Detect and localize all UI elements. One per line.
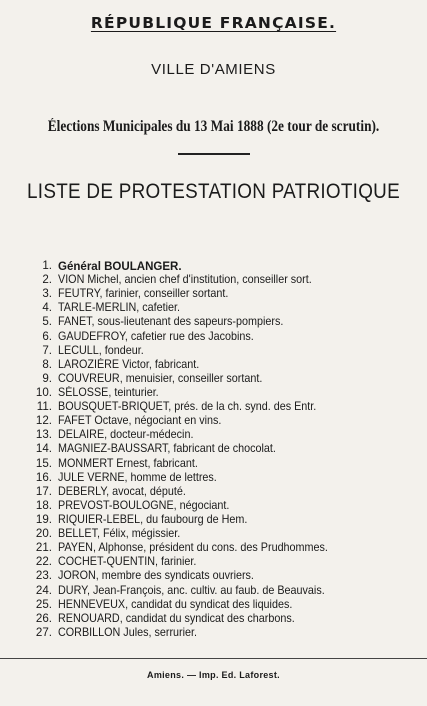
list-item [30,414,420,428]
list-item-number: 6. [42,329,52,343]
list-item [30,358,420,372]
list-item-text: FANET, sous-lieutenant des sapeurs-pompiers. [58,315,284,329]
list-item-number: 24. [35,583,52,597]
list-item-number: 7. [42,343,52,357]
list-item [30,301,420,315]
list-item-text: RIQUIER-LEBEL, du faubourg de Hem. [58,512,248,526]
list-item [30,513,420,527]
list-item-number: 4. [42,301,52,315]
list-item [30,485,420,499]
list-item [30,527,420,541]
list-item-number: 15. [35,456,52,470]
list-item [30,457,420,471]
list-item [30,386,420,400]
list-item-number: 22. [35,555,52,569]
list-item-text: BOUSQUET-BRIQUET, prés. de la ch. synd. des Entr. [58,400,317,414]
list-item [30,330,420,344]
section-divider [178,153,250,155]
list-item-number: 18. [35,498,52,512]
list-item-number: 8. [42,357,52,371]
list-item-number: 3. [42,287,52,301]
list-item-number: 9. [42,371,52,385]
list-item-text: FEUTRY, farinier, conseiller sortant. [58,287,229,301]
list-item [30,584,420,598]
list-item [30,442,420,456]
election-heading: Élections Municipales du 13 Mai 1888 (2e tour de scrutin). [47,118,380,135]
list-item-text: BELLET, Félix, mégissier. [58,527,181,541]
list-item-number: 11. [36,400,52,414]
list-item-text: Général BOULANGER. [58,259,182,273]
list-item-text: RENOUARD, candidat du syndicat des charbons. [58,611,295,625]
list-item [30,259,420,273]
list-item-text: FAFET Octave, négociant en vins. [58,414,222,428]
list-item-number: 13. [35,428,52,442]
list-item-text: JORON, membre des syndicats ouvriers. [58,569,254,583]
list-item [30,555,420,569]
list-item-text: DELAIRE, docteur-médecin. [58,428,194,442]
list-item-text: COUVREUR, menuisier, conseiller sortant. [58,371,263,385]
list-item-text: DEBERLY, avocat, député. [58,484,186,498]
list-item-number: 21. [35,541,52,555]
footer-divider [0,658,427,659]
list-item [30,372,420,386]
list-item [30,273,420,287]
list-item-number: 2. [42,273,52,287]
list-item-number: 26. [35,611,52,625]
list-item [30,569,420,583]
city-name: VILLE D'AMIENS [151,61,276,78]
list-item [30,428,420,442]
list-item [30,598,420,612]
list-item-text: HENNEVEUX, candidat du syndicat des liquides. [58,597,293,611]
list-item-number: 19. [35,512,52,526]
republic-header-text: RÉPUBLIQUE FRANÇAISE. [90,14,337,32]
list-item-text: JULE VERNE, homme de lettres. [58,470,217,484]
list-item-number: 20. [35,527,52,541]
list-item [30,287,420,301]
list-item [30,499,420,513]
list-item-text: MONMERT Ernest, fabricant. [58,456,198,470]
list-item-text: LAROZIÈRE Victor, fabricant. [58,357,200,371]
list-item [30,471,420,485]
list-item [30,315,420,329]
list-item [30,612,420,626]
list-item [30,344,420,358]
list-item-text: CORBILLON Jules, serrurier. [58,625,198,639]
printer-imprint: Amiens. — Imp. Ed. Laforest. [147,670,280,680]
list-item-text: TARLE-MERLIN, cafetier. [58,301,181,315]
candidate-list [30,259,420,640]
list-item-number: 25. [35,597,52,611]
list-item-number: 12. [35,414,52,428]
list-item-text: SÉLOSSE, teinturier. [58,385,159,399]
list-item-number: 27. [35,625,52,639]
list-item-number: 10. [35,385,52,399]
list-item-text: PREVOST-BOULOGNE, négociant. [58,498,230,512]
list-item-number: 14. [35,442,52,456]
list-item-number: 17. [35,484,52,498]
list-item-number: 1. [42,259,52,272]
list-title: LISTE DE PROTESTATION PATRIOTIQUE [27,180,400,203]
list-item-text: MAGNIEZ-BAUSSART, fabricant de chocolat. [58,442,276,456]
list-item-text: GAUDEFROY, cafetier rue des Jacobins. [58,329,254,343]
list-item-number: 16. [35,470,52,484]
list-item [30,626,420,640]
republic-header [0,14,427,32]
list-item-text: COCHET-QUENTIN, farinier. [58,555,197,569]
list-item-text: LECULL, fondeur. [58,343,144,357]
list-item [30,541,420,555]
list-item-text: DURY, Jean-François, anc. cultiv. au faub. de Beauvais. [58,583,325,597]
list-item-number: 5. [42,315,52,329]
list-item-text: VION Michel, ancien chef d'institution, conseiller sort. [58,273,312,287]
list-item [30,400,420,414]
list-item-text: PAYEN, Alphonse, président du cons. des Prudhommes. [58,541,328,555]
list-item-number: 23. [35,569,52,583]
